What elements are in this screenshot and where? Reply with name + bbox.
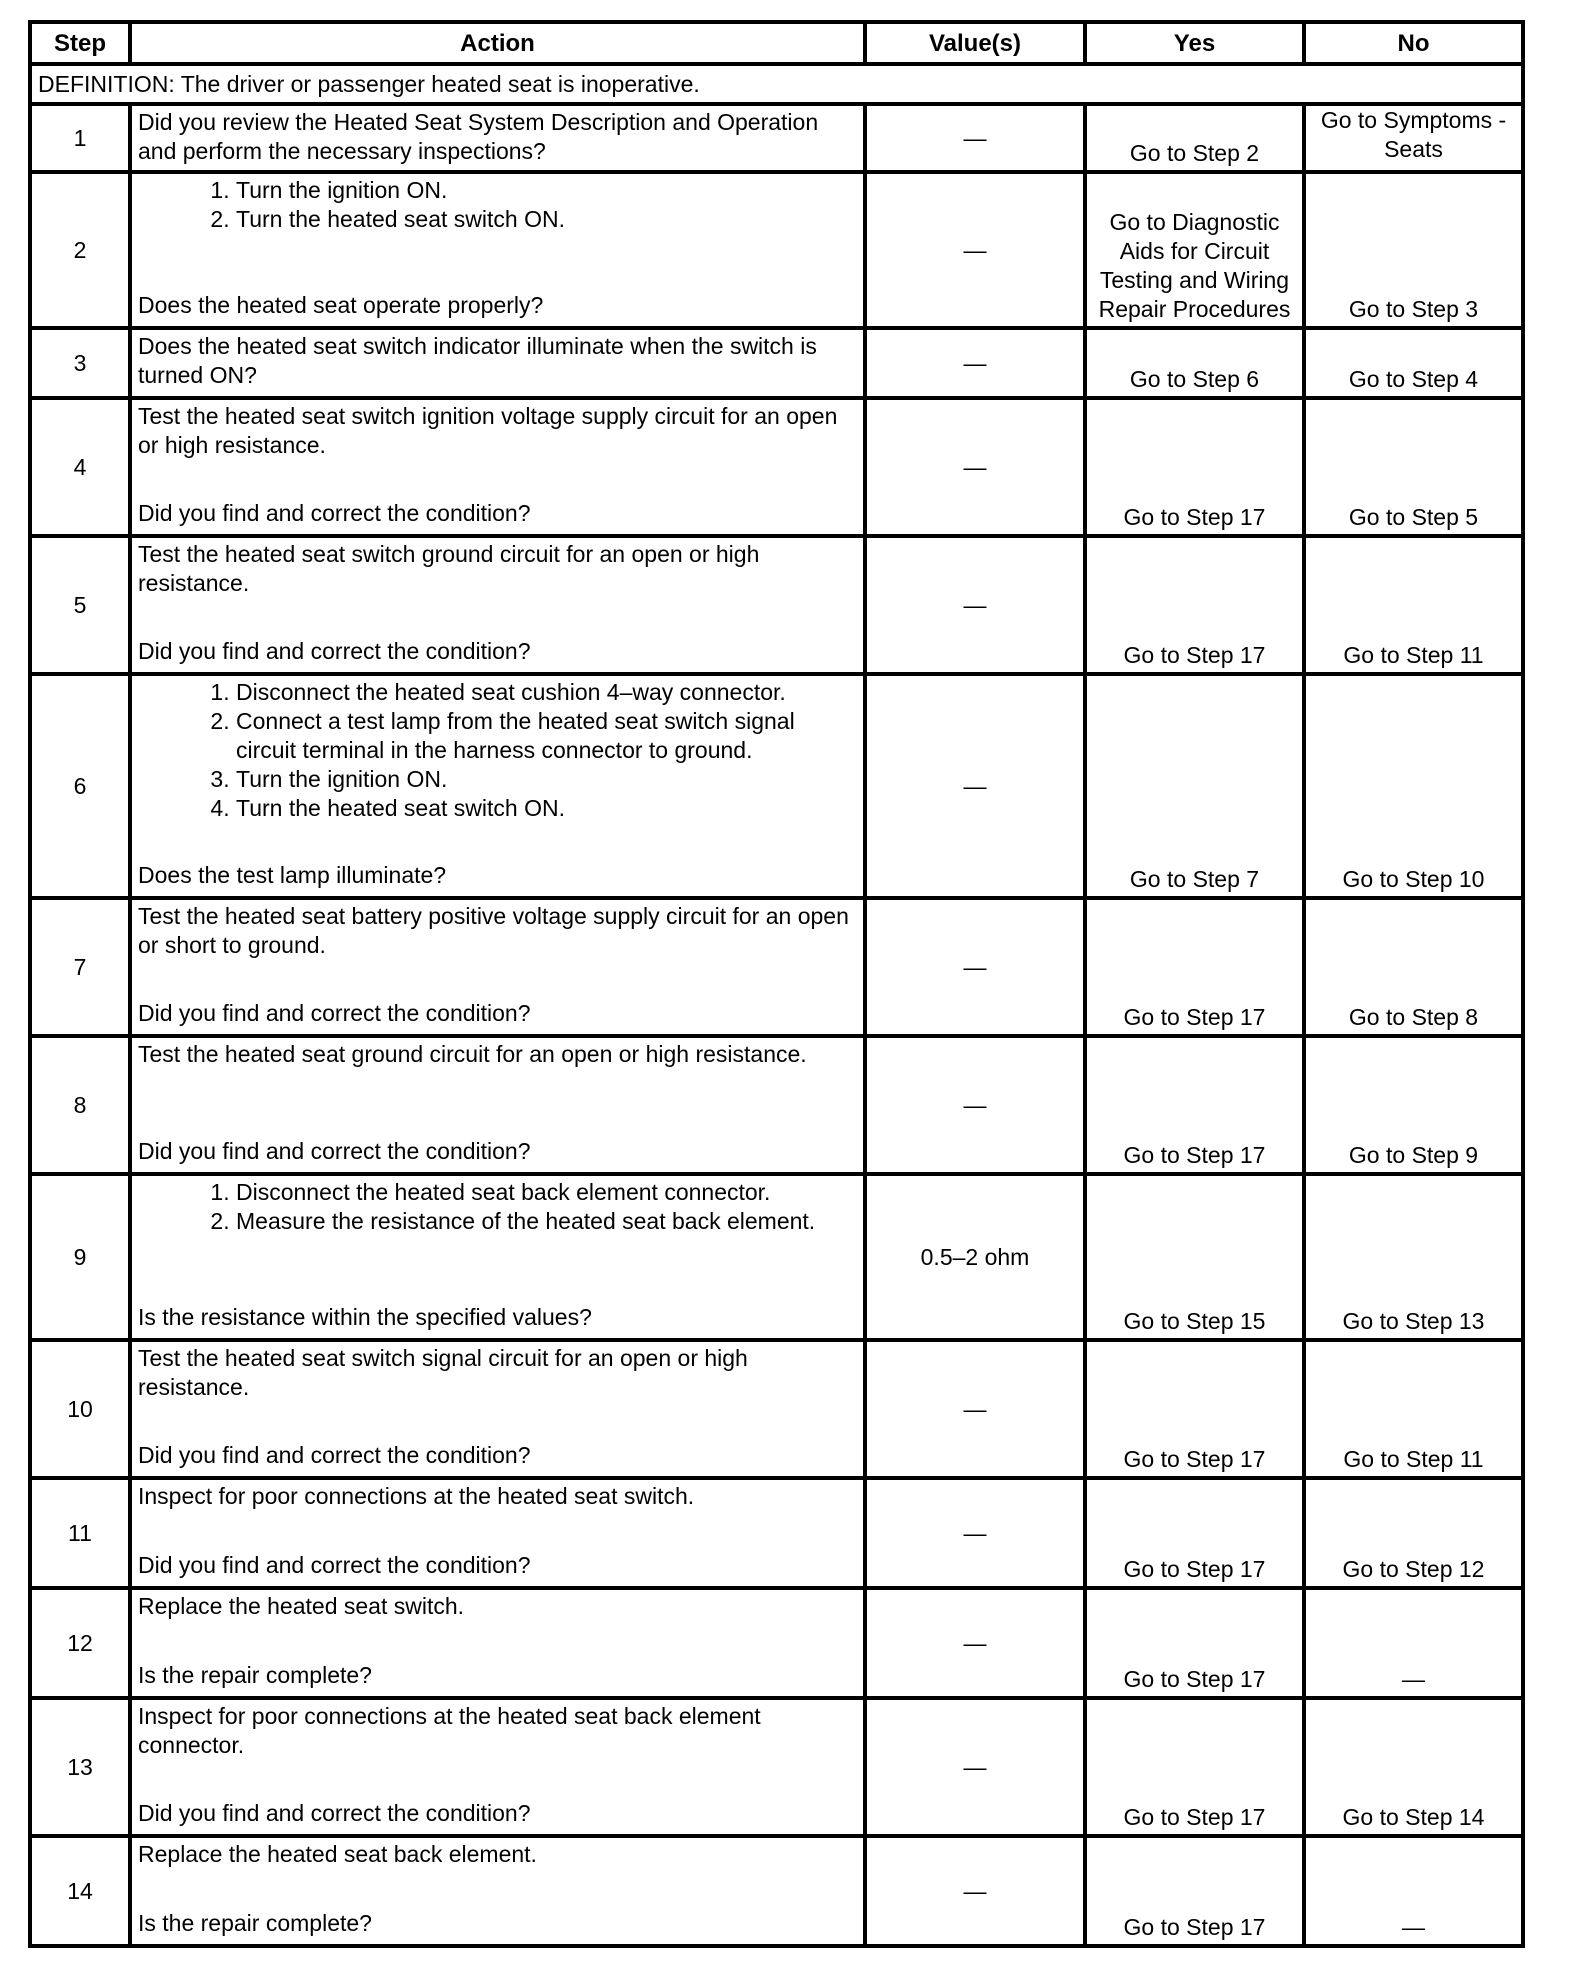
- table-row: [30, 674, 1523, 898]
- value-cell: —: [865, 398, 1085, 536]
- action-cell: [130, 898, 865, 1036]
- action-cell: [130, 1588, 865, 1698]
- yes-cell: Go to Step 6: [1085, 328, 1304, 398]
- no-cell: Go to Step 11: [1304, 536, 1523, 674]
- yes-cell: Go to Step 17: [1085, 1588, 1304, 1698]
- table-row: [30, 1588, 1523, 1698]
- step-number: 12: [30, 1588, 130, 1698]
- action-step-item: 2. Measure the resistance of the heated seat back element.: [236, 1207, 857, 1236]
- action-step-item: 3. Turn the ignition ON.: [236, 765, 857, 794]
- no-cell: Go to Step 3: [1304, 172, 1523, 328]
- no-cell: —: [1304, 1836, 1523, 1946]
- table-row: [30, 104, 1523, 172]
- step-number: 1: [30, 104, 130, 172]
- step-number: 9: [30, 1174, 130, 1340]
- header-action: Action: [130, 22, 865, 64]
- step-number: 3: [30, 328, 130, 398]
- yes-cell: Go to Step 17: [1085, 1036, 1304, 1174]
- yes-cell: Go to Step 15: [1085, 1174, 1304, 1340]
- table-row: [30, 1036, 1523, 1174]
- action-step-item: 2. Turn the heated seat switch ON.: [236, 205, 857, 234]
- yes-cell: Go to Step 17: [1085, 536, 1304, 674]
- no-cell: Go to Step 12: [1304, 1478, 1523, 1588]
- step-number: 4: [30, 398, 130, 536]
- action-cell: [130, 1698, 865, 1836]
- step-number: 8: [30, 1036, 130, 1174]
- action-cell: [130, 172, 865, 328]
- action-text: Did you review the Heated Seat System Description and Operation and perform the necessary inspections?: [138, 109, 819, 164]
- table-row: [30, 172, 1523, 328]
- action-text: Inspect for poor connections at the heated seat switch.: [138, 1483, 695, 1509]
- definition-row: [30, 64, 1523, 104]
- no-cell: Go to Step 9: [1304, 1036, 1523, 1174]
- action-question: Is the repair complete?: [138, 1910, 372, 1936]
- value-cell: —: [865, 674, 1085, 898]
- action-text: Does the heated seat switch indicator illuminate when the switch is turned ON?: [138, 333, 817, 388]
- step-number: 13: [30, 1698, 130, 1836]
- action-step-item: 2. Connect a test lamp from the heated seat switch signal circuit terminal in the harness connector to ground.: [236, 707, 857, 765]
- value-cell: —: [865, 328, 1085, 398]
- action-cell: [130, 328, 865, 398]
- action-cell: [130, 1340, 865, 1478]
- value-cell: —: [865, 1340, 1085, 1478]
- yes-cell: Go to Step 7: [1085, 674, 1304, 898]
- step-number: 5: [30, 536, 130, 674]
- no-cell: Go to Step 8: [1304, 898, 1523, 1036]
- step-number: 11: [30, 1478, 130, 1588]
- table-row: [30, 398, 1523, 536]
- diagnostic-table: [28, 20, 1525, 1948]
- action-cell: [130, 674, 865, 898]
- action-question: Did you find and correct the condition?: [138, 1442, 531, 1468]
- diagnostic-table-container: [28, 20, 1525, 1948]
- yes-cell: Go to Diagnostic Aids for Circuit Testing and Wiring Repair Procedures: [1085, 172, 1304, 328]
- action-cell: [130, 1478, 865, 1588]
- no-cell: Go to Step 5: [1304, 398, 1523, 536]
- action-text: Test the heated seat switch ground circuit for an open or high resistance.: [138, 541, 760, 596]
- step-number: 2: [30, 172, 130, 328]
- action-text: Test the heated seat ground circuit for an open or high resistance.: [138, 1041, 807, 1067]
- value-cell: —: [865, 1836, 1085, 1946]
- action-text: Test the heated seat battery positive voltage supply circuit for an open or short to ground.: [138, 903, 849, 958]
- no-cell: Go to Step 14: [1304, 1698, 1523, 1836]
- action-question: Did you find and correct the condition?: [138, 1000, 531, 1026]
- table-row: [30, 328, 1523, 398]
- action-question: Did you find and correct the condition?: [138, 1138, 531, 1164]
- table-row: [30, 1340, 1523, 1478]
- table-row: [30, 898, 1523, 1036]
- table-row: [30, 1478, 1523, 1588]
- value-cell: —: [865, 172, 1085, 328]
- action-step-item: 1. Disconnect the heated seat cushion 4–way connector.: [236, 678, 857, 707]
- no-cell: Go to Step 13: [1304, 1174, 1523, 1340]
- yes-cell: Go to Step 2: [1085, 104, 1304, 172]
- yes-cell: Go to Step 17: [1085, 898, 1304, 1036]
- action-cell: [130, 398, 865, 536]
- step-number: 10: [30, 1340, 130, 1478]
- table-row: [30, 536, 1523, 674]
- no-cell: Go to Step 10: [1304, 674, 1523, 898]
- action-cell: [130, 104, 865, 172]
- yes-cell: Go to Step 17: [1085, 398, 1304, 536]
- yes-cell: Go to Step 17: [1085, 1340, 1304, 1478]
- action-question: Did you find and correct the condition?: [138, 638, 531, 664]
- header-no: No: [1304, 22, 1523, 64]
- yes-cell: Go to Step 17: [1085, 1836, 1304, 1946]
- action-cell: [130, 536, 865, 674]
- header-row: [30, 22, 1523, 64]
- action-question: Does the heated seat operate properly?: [138, 292, 544, 318]
- action-cell: [130, 1836, 865, 1946]
- action-cell: [130, 1174, 865, 1340]
- action-cell: [130, 1036, 865, 1174]
- table-row: [30, 1698, 1523, 1836]
- yes-cell: Go to Step 17: [1085, 1698, 1304, 1836]
- action-step-item: 1. Disconnect the heated seat back element connector.: [236, 1178, 857, 1207]
- action-steps-list: [138, 1178, 857, 1236]
- value-cell: —: [865, 1478, 1085, 1588]
- no-cell: Go to Step 11: [1304, 1340, 1523, 1478]
- action-question: Does the test lamp illuminate?: [138, 862, 447, 888]
- value-cell: 0.5–2 ohm: [865, 1174, 1085, 1340]
- action-steps-list: [138, 176, 857, 234]
- action-question: Is the resistance within the specified values?: [138, 1304, 592, 1330]
- action-steps-list: [138, 678, 857, 823]
- action-step-item: 1. Turn the ignition ON.: [236, 176, 857, 205]
- value-cell: —: [865, 536, 1085, 674]
- action-text: Test the heated seat switch ignition voltage supply circuit for an open or high resistance.: [138, 403, 838, 458]
- header-step: Step: [30, 22, 130, 64]
- action-text: Test the heated seat switch signal circuit for an open or high resistance.: [138, 1345, 748, 1400]
- value-cell: —: [865, 104, 1085, 172]
- step-number: 7: [30, 898, 130, 1036]
- value-cell: —: [865, 1036, 1085, 1174]
- header-yes: Yes: [1085, 22, 1304, 64]
- value-cell: —: [865, 1588, 1085, 1698]
- action-text: Inspect for poor connections at the heated seat back element connector.: [138, 1703, 761, 1758]
- table-row: [30, 1836, 1523, 1946]
- action-text: Replace the heated seat back element.: [138, 1841, 537, 1867]
- action-step-item: 4. Turn the heated seat switch ON.: [236, 794, 857, 823]
- definition-text: DEFINITION: The driver or passenger heated seat is inoperative.: [30, 64, 1523, 104]
- action-question: Did you find and correct the condition?: [138, 1552, 531, 1578]
- table-row: [30, 1174, 1523, 1340]
- step-number: 14: [30, 1836, 130, 1946]
- action-question: Did you find and correct the condition?: [138, 500, 531, 526]
- header-values: Value(s): [865, 22, 1085, 64]
- no-cell: —: [1304, 1588, 1523, 1698]
- no-cell: Go to Symptoms - Seats: [1304, 104, 1523, 172]
- action-text: Replace the heated seat switch.: [138, 1593, 465, 1619]
- step-number: 6: [30, 674, 130, 898]
- action-question: Is the repair complete?: [138, 1662, 372, 1688]
- yes-cell: Go to Step 17: [1085, 1478, 1304, 1588]
- value-cell: —: [865, 898, 1085, 1036]
- action-question: Did you find and correct the condition?: [138, 1800, 531, 1826]
- no-cell: Go to Step 4: [1304, 328, 1523, 398]
- value-cell: —: [865, 1698, 1085, 1836]
